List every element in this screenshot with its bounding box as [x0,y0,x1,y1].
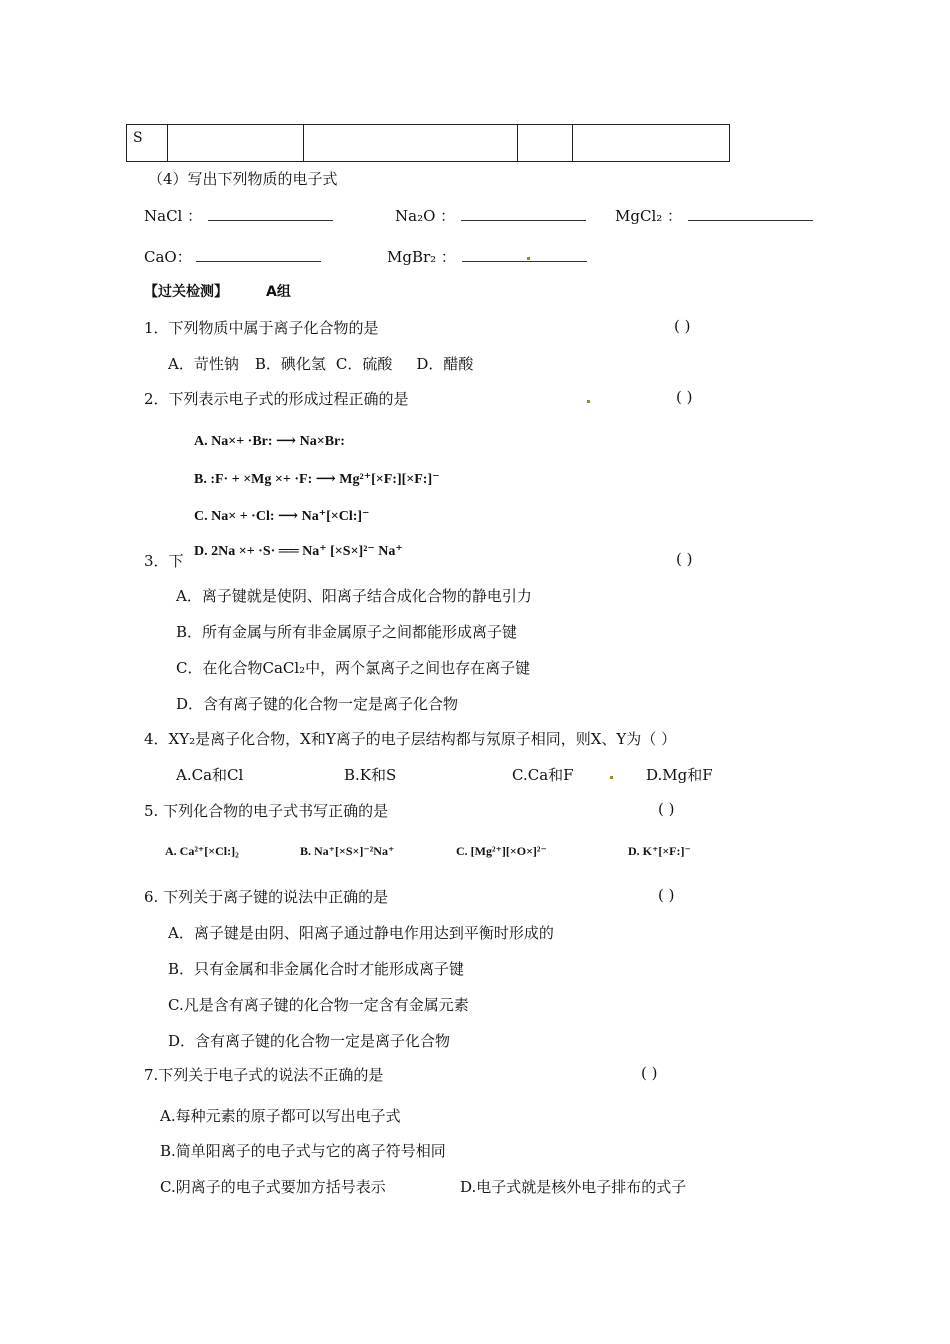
q2-option-a[interactable]: A. Na×+ ·Br: ⟶ Na×Br: [194,434,345,449]
q5-option-b[interactable]: B. Na⁺[×S×]⁻²Na⁺ [300,844,395,858]
q4-option-a[interactable]: A.Ca和Cl [176,766,244,784]
q4-option-d[interactable]: D.Mg和F [646,766,713,784]
option[interactable]: B．碘化氢 [254,355,326,373]
table-cell [168,125,304,162]
q3-option-a[interactable]: A．离子键就是使阴、阳离子结合成化合物的静电引力 [176,587,532,605]
table-cell [573,125,730,162]
q4-option-c[interactable]: C.Ca和F [512,766,574,784]
option[interactable]: D．醋酸 [416,355,474,373]
q1-options [168,353,473,374]
q5-option-a[interactable]: A. Ca²⁺[×Cl:]₂ [165,844,239,858]
q6-option-a[interactable]: A．离子键是由阴、阳离子通过静电作用达到平衡时形成的 [168,924,554,942]
q7-option-d[interactable]: D.电子式就是核外电子排布的式子 [460,1178,687,1196]
fill-item-mgcl2: MgCl₂ ： [615,205,813,226]
speck [610,776,613,779]
answer-blank[interactable] [196,247,321,262]
q2-option-c[interactable]: C. Na× + ·Cl: ⟶ Na⁺[×Cl:]⁻ [194,509,370,524]
speck [527,257,530,260]
q5-option-c[interactable]: C. [Mg²⁺][×O×]²⁻ [456,844,547,858]
q7-option-a[interactable]: A.每种元素的原子都可以写出电子式 [160,1107,401,1125]
fill-item-nacl: NaCl ： [144,205,333,226]
q1-stem: 1．下列物质中属于离子化合物的是 [144,319,379,337]
answer-blank[interactable] [461,206,586,221]
answer-blank[interactable] [208,206,333,221]
answer-blank[interactable] [688,206,813,221]
q2-option-b[interactable]: B. :F· + ×Mg ×+ ·F: ⟶ Mg²⁺[×F:][×F:]⁻ [194,472,440,487]
fill-item-cao: CaO： [144,246,321,267]
option[interactable]: C．硫酸 [335,355,393,373]
q2-option-d[interactable]: D. 2Na ×+ ·S· ══ Na⁺ [×S×]²⁻ Na⁺ [194,543,407,560]
q5-option-d[interactable]: D. K⁺[×F:]⁻ [628,844,691,858]
q4-option-b[interactable]: B.K和S [344,766,397,784]
q7-stem: 7.下列关于电子式的说法不正确的是 [144,1066,384,1084]
fill-item-mgbr2: MgBr₂ ： [387,246,587,267]
speck [587,400,590,403]
q1-answer-paren[interactable]: ( ) [674,317,691,335]
table-cell [518,125,573,162]
q7-answer-paren[interactable]: ( ) [641,1064,658,1082]
answer-blank[interactable] [462,247,587,262]
q6-option-d[interactable]: D．含有离子键的化合物一定是离子化合物 [168,1032,451,1050]
section-title: 【过关检测】 A组 [144,284,291,300]
q5-answer-paren[interactable]: ( ) [658,800,675,818]
q7-option-b[interactable]: B.简单阳离子的电子式与它的离子符号相同 [160,1142,446,1160]
q6-answer-paren[interactable]: ( ) [658,886,675,904]
table-cell [304,125,518,162]
section4-heading: （4）写出下列物质的电子式 [148,170,338,188]
q2-figure [190,425,560,565]
q3-option-b[interactable]: B．所有金属与所有非金属原子之间都能形成离子键 [176,623,518,641]
q2-stem: 2．下列表示电子式的形成过程正确的是 [144,390,409,408]
table-row-label: S [127,125,168,162]
q3-answer-paren[interactable]: ( ) [676,550,693,568]
q3-option-d[interactable]: D．含有离子键的化合物一定是离子化合物 [176,695,459,713]
element-table [126,124,730,162]
q6-option-b[interactable]: B．只有金属和非金属化合时才能形成离子键 [168,960,465,978]
q7-option-c[interactable]: C.阴离子的电子式要加方括号表示 [160,1178,386,1196]
q2-answer-paren[interactable]: ( ) [676,388,693,406]
q4-stem: 4．XY₂是离子化合物，X和Y离子的电子层结构都与氖原子相同，则X、Y为（ ） [144,730,677,748]
fill-item-na2o: Na₂O ： [395,205,586,226]
q6-option-c[interactable]: C.凡是含有离子键的化合物一定含有金属元素 [168,996,469,1014]
q6-stem: 6. 下列关于离子键的说法中正确的是 [144,888,389,906]
q3-stem: 3．下 [144,552,184,570]
q3-option-c[interactable]: C．在化合物CaCl₂中，两个氯离子之间也存在离子键 [176,659,531,677]
option[interactable]: A．苛性钠 [168,355,239,373]
q5-stem: 5. 下列化合物的电子式书写正确的是 [144,802,389,820]
